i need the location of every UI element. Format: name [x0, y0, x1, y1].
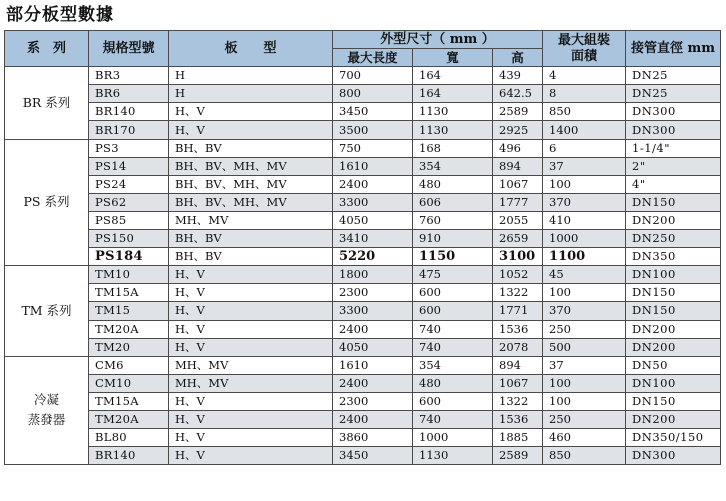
cell-max-area: 370 [543, 193, 626, 211]
cell-height: 642.5 [493, 85, 543, 103]
cell-max-length: 2400 [333, 374, 413, 392]
cell-width: 760 [413, 211, 493, 229]
cell-model: BR3 [89, 67, 169, 85]
cell-max-area: 37 [543, 356, 626, 374]
cell-max-length: 1610 [333, 356, 413, 374]
cell-height: 1885 [493, 429, 543, 447]
cell-max-area: 100 [543, 284, 626, 302]
cell-width: 740 [413, 338, 493, 356]
table-row [5, 266, 721, 284]
cell-max-area: 850 [543, 447, 626, 465]
cell-pipe-diameter: 4" [626, 175, 721, 193]
cell-model: BL80 [89, 429, 169, 447]
cell-width: 1130 [413, 121, 493, 139]
cell-model: TM15 [89, 302, 169, 320]
cell-height: 894 [493, 157, 543, 175]
cell-max-length: 3450 [333, 103, 413, 121]
cell-width: 1130 [413, 447, 493, 465]
cell-width: 600 [413, 284, 493, 302]
cell-pipe-diameter: DN250 [626, 230, 721, 248]
series-label: 冷凝 [33, 392, 59, 408]
cell-plate: H [169, 67, 333, 85]
cell-model: TM15A [89, 284, 169, 302]
cell-max-length: 3300 [333, 302, 413, 320]
header-pipe-diameter: 接管直徑 mm [626, 31, 721, 67]
table-row [5, 211, 721, 229]
cell-max-length: 5220 [333, 248, 413, 266]
cell-pipe-diameter: DN300 [626, 447, 721, 465]
header-plate: 板 型 [169, 31, 333, 67]
cell-plate: BH、BV、MH、MV [169, 193, 333, 211]
table-row [5, 320, 721, 338]
cell-plate: H [169, 85, 333, 103]
cell-max-length: 800 [333, 85, 413, 103]
cell-width: 354 [413, 356, 493, 374]
cell-max-length: 4050 [333, 338, 413, 356]
cell-height: 1777 [493, 193, 543, 211]
cell-model: PS3 [89, 139, 169, 157]
cell-pipe-diameter: DN25 [626, 67, 721, 85]
cell-plate: H、V [169, 266, 333, 284]
table-row [5, 356, 721, 374]
cell-pipe-diameter: DN350 [626, 248, 721, 266]
series-cell [5, 356, 89, 465]
table-row [5, 175, 721, 193]
table-body [5, 67, 721, 465]
cell-max-area: 500 [543, 338, 626, 356]
cell-height: 1052 [493, 266, 543, 284]
cell-width: 600 [413, 302, 493, 320]
cell-plate: H、V [169, 447, 333, 465]
series-label: TM 系列 [21, 302, 72, 318]
cell-model: PS85 [89, 211, 169, 229]
table-row [5, 338, 721, 356]
cell-max-length: 2300 [333, 284, 413, 302]
cell-height: 439 [493, 67, 543, 85]
table-row [5, 157, 721, 175]
cell-pipe-diameter: DN200 [626, 410, 721, 428]
table-row [5, 284, 721, 302]
cell-width: 480 [413, 374, 493, 392]
cell-model: PS14 [89, 157, 169, 175]
header-series: 系 列 [5, 31, 89, 67]
cell-max-area: 370 [543, 302, 626, 320]
cell-max-area: 37 [543, 157, 626, 175]
table-row [5, 103, 721, 121]
cell-model: CM6 [89, 356, 169, 374]
cell-width: 606 [413, 193, 493, 211]
cell-plate: MH、MV [169, 356, 333, 374]
cell-pipe-diameter: DN200 [626, 338, 721, 356]
cell-max-area: 250 [543, 320, 626, 338]
cell-plate: BH、BV [169, 139, 333, 157]
table-row [5, 392, 721, 410]
cell-max-length: 2400 [333, 320, 413, 338]
cell-plate: H、V [169, 284, 333, 302]
table-row [5, 429, 721, 447]
header-max-area-line1: 最大組裝 [558, 32, 611, 48]
cell-max-area: 1100 [543, 248, 626, 266]
cell-max-length: 700 [333, 67, 413, 85]
cell-model: PS150 [89, 230, 169, 248]
page-title: 部分板型數據 [6, 5, 114, 25]
table-row [5, 85, 721, 103]
cell-model: TM20A [89, 410, 169, 428]
header-height: 高 [493, 49, 543, 67]
cell-pipe-diameter: DN150 [626, 302, 721, 320]
series-label: BR 系列 [22, 94, 71, 110]
cell-max-length: 750 [333, 139, 413, 157]
cell-height: 2925 [493, 121, 543, 139]
cell-plate: H、V [169, 302, 333, 320]
cell-height: 1536 [493, 320, 543, 338]
cell-plate: H、V [169, 121, 333, 139]
header-max-length: 最大長度 [333, 49, 413, 67]
cell-model: TM20A [89, 320, 169, 338]
cell-plate: BH、BV、MH、MV [169, 157, 333, 175]
cell-plate: H、V [169, 103, 333, 121]
cell-height: 1067 [493, 374, 543, 392]
cell-pipe-diameter: DN150 [626, 193, 721, 211]
cell-max-length: 3500 [333, 121, 413, 139]
cell-max-area: 6 [543, 139, 626, 157]
cell-model: BR140 [89, 447, 169, 465]
cell-max-length: 3860 [333, 429, 413, 447]
cell-max-area: 4 [543, 67, 626, 85]
header-max-area-line2: 面積 [571, 48, 598, 64]
cell-max-length: 2400 [333, 175, 413, 193]
cell-model: PS24 [89, 175, 169, 193]
cell-pipe-diameter: DN350/150 [626, 429, 721, 447]
cell-pipe-diameter: 1-1/4" [626, 139, 721, 157]
cell-width: 354 [413, 157, 493, 175]
table-row [5, 139, 721, 157]
cell-model: TM10 [89, 266, 169, 284]
cell-pipe-diameter: DN100 [626, 266, 721, 284]
cell-width: 740 [413, 320, 493, 338]
cell-pipe-diameter: 2" [626, 157, 721, 175]
cell-height: 2055 [493, 211, 543, 229]
table-row [5, 193, 721, 211]
cell-height: 1067 [493, 175, 543, 193]
table-row [5, 374, 721, 392]
cell-max-area: 850 [543, 103, 626, 121]
cell-max-length: 3410 [333, 230, 413, 248]
cell-plate: H、V [169, 410, 333, 428]
cell-model: BR170 [89, 121, 169, 139]
table-row [5, 121, 721, 139]
cell-max-length: 4050 [333, 211, 413, 229]
cell-plate: H、V [169, 392, 333, 410]
cell-max-area: 1000 [543, 230, 626, 248]
cell-width: 740 [413, 410, 493, 428]
cell-height: 3100 [493, 248, 543, 266]
table-row [5, 248, 721, 266]
header-dimensions: 外型尺寸（ mm ） [333, 31, 543, 49]
cell-width: 164 [413, 85, 493, 103]
cell-height: 2589 [493, 103, 543, 121]
header-model: 規格型號 [89, 31, 169, 67]
cell-max-length: 2400 [333, 410, 413, 428]
cell-plate: H、V [169, 338, 333, 356]
cell-plate: MH、MV [169, 211, 333, 229]
cell-max-length: 3450 [333, 447, 413, 465]
cell-model: TM15A [89, 392, 169, 410]
cell-max-length: 3300 [333, 193, 413, 211]
cell-pipe-diameter: DN200 [626, 211, 721, 229]
cell-max-area: 8 [543, 85, 626, 103]
cell-model: BR140 [89, 103, 169, 121]
cell-width: 1150 [413, 248, 493, 266]
header-max-area [543, 31, 626, 67]
series-cell [5, 139, 89, 266]
cell-width: 480 [413, 175, 493, 193]
cell-pipe-diameter: DN300 [626, 103, 721, 121]
cell-height: 496 [493, 139, 543, 157]
cell-max-area: 410 [543, 211, 626, 229]
series-cell [5, 67, 89, 139]
cell-plate: BH、BV [169, 230, 333, 248]
cell-height: 2078 [493, 338, 543, 356]
series-cell [5, 266, 89, 356]
cell-max-length: 1610 [333, 157, 413, 175]
cell-model: TM20 [89, 338, 169, 356]
cell-height: 894 [493, 356, 543, 374]
cell-width: 475 [413, 266, 493, 284]
table-row [5, 302, 721, 320]
cell-height: 1322 [493, 284, 543, 302]
cell-pipe-diameter: DN50 [626, 356, 721, 374]
cell-height: 2659 [493, 230, 543, 248]
cell-width: 910 [413, 230, 493, 248]
table-row [5, 410, 721, 428]
cell-max-area: 460 [543, 429, 626, 447]
cell-plate: BH、BV [169, 248, 333, 266]
cell-pipe-diameter: DN150 [626, 284, 721, 302]
cell-pipe-diameter: DN300 [626, 121, 721, 139]
cell-plate: H、V [169, 429, 333, 447]
cell-width: 168 [413, 139, 493, 157]
cell-plate: MH、MV [169, 374, 333, 392]
cell-model: CM10 [89, 374, 169, 392]
cell-max-length: 2300 [333, 392, 413, 410]
cell-max-area: 100 [543, 374, 626, 392]
cell-width: 164 [413, 67, 493, 85]
cell-plate: H、V [169, 320, 333, 338]
cell-model: BR6 [89, 85, 169, 103]
cell-max-length: 1800 [333, 266, 413, 284]
cell-max-area: 100 [543, 392, 626, 410]
header-width: 寬 [413, 49, 493, 67]
cell-model: PS184 [89, 248, 169, 266]
cell-plate: BH、BV、MH、MV [169, 175, 333, 193]
cell-max-area: 1400 [543, 121, 626, 139]
table-row [5, 230, 721, 248]
table-row [5, 447, 721, 465]
cell-max-area: 45 [543, 266, 626, 284]
cell-pipe-diameter: DN150 [626, 392, 721, 410]
cell-model: PS62 [89, 193, 169, 211]
cell-pipe-diameter: DN200 [626, 320, 721, 338]
cell-max-area: 250 [543, 410, 626, 428]
cell-pipe-diameter: DN100 [626, 374, 721, 392]
table-row [5, 67, 721, 85]
cell-width: 600 [413, 392, 493, 410]
cell-width: 1130 [413, 103, 493, 121]
series-label: PS 系列 [23, 194, 70, 210]
cell-height: 2589 [493, 447, 543, 465]
cell-height: 1322 [493, 392, 543, 410]
cell-height: 1536 [493, 410, 543, 428]
cell-max-area: 100 [543, 175, 626, 193]
cell-width: 1000 [413, 429, 493, 447]
spec-table [4, 30, 721, 465]
series-label: 蒸發器 [27, 412, 66, 428]
cell-pipe-diameter: DN25 [626, 85, 721, 103]
cell-height: 1771 [493, 302, 543, 320]
